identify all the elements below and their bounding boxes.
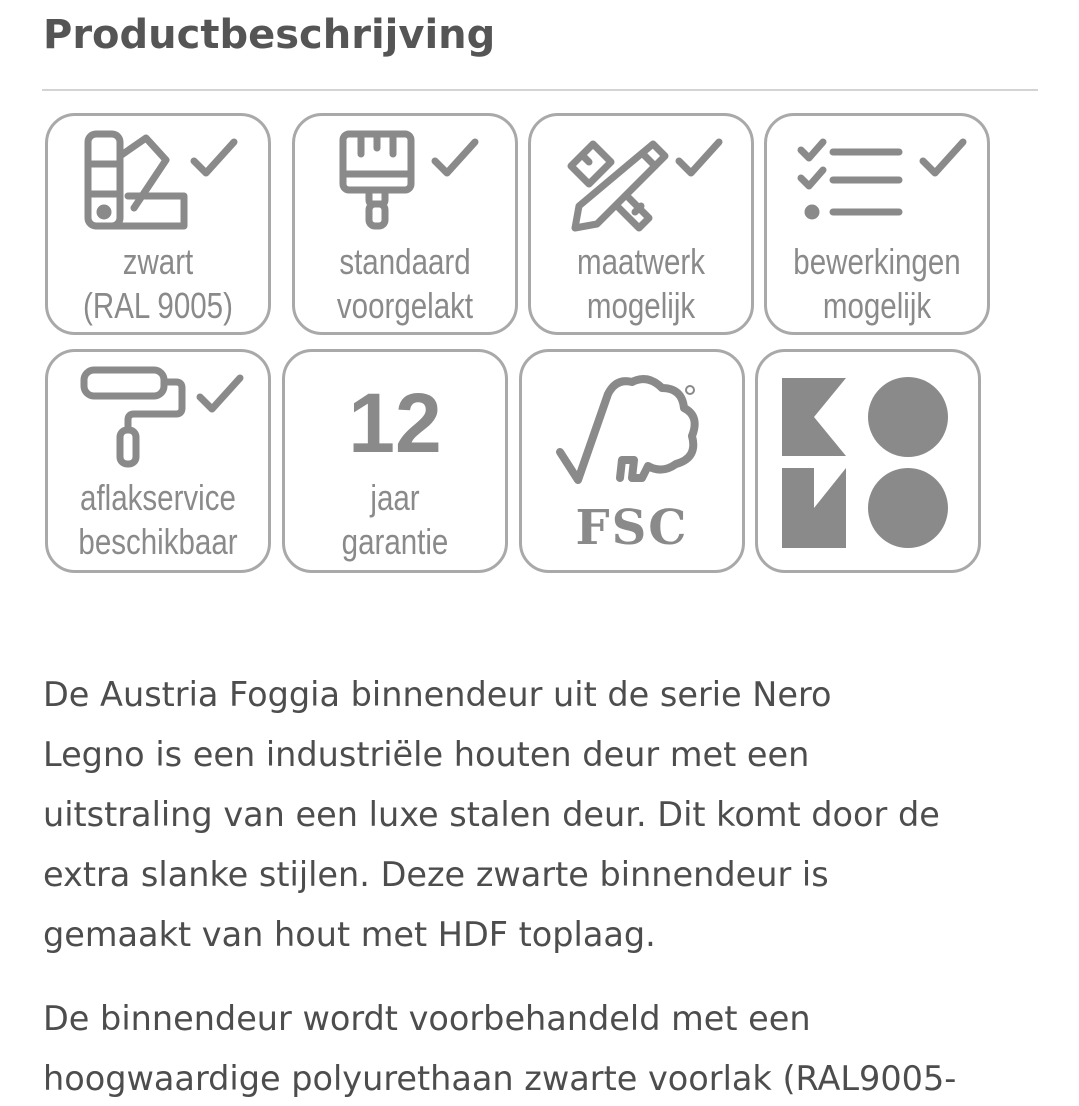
tile-caption-line: aflakservice bbox=[80, 477, 236, 518]
description-line: De Austria Foggia binnendeur uit de serie Nero bbox=[43, 675, 832, 714]
feature-tile-custom bbox=[528, 113, 754, 335]
tile-caption-line: (RAL 9005) bbox=[83, 285, 233, 326]
tile-caption-line: voorgelakt bbox=[336, 285, 474, 326]
feature-tile-warranty bbox=[282, 349, 508, 573]
feature-tile-fsc bbox=[519, 349, 745, 573]
fsc-tree-logo bbox=[522, 352, 742, 502]
checklist-check-icon bbox=[767, 116, 987, 236]
fsc-label: FSC bbox=[575, 500, 689, 556]
tile-caption-line: mogelijk bbox=[822, 285, 932, 326]
paintbrush-check-icon bbox=[295, 116, 515, 236]
color-swatch-check-icon bbox=[48, 116, 268, 236]
feature-tile-komo bbox=[755, 349, 981, 573]
description-paragraph-2 bbox=[43, 989, 1043, 1106]
tile-caption-line: standaard bbox=[339, 241, 471, 282]
feature-tile-primed bbox=[292, 113, 518, 335]
feature-tile-color bbox=[45, 113, 271, 335]
title-divider bbox=[42, 89, 1038, 91]
tile-caption-line: beschikbaar bbox=[78, 521, 238, 562]
tile-caption-line: jaar bbox=[370, 477, 420, 518]
paint-roller-check-icon bbox=[48, 352, 268, 472]
description-line: uitstraling van een luxe stalen deur. Dit komt door de bbox=[43, 795, 940, 834]
tile-caption-line: mogelijk bbox=[586, 285, 696, 326]
tile-caption-line: zwart bbox=[122, 241, 194, 282]
feature-tile-processing bbox=[764, 113, 990, 335]
komo-logo bbox=[758, 352, 978, 572]
warranty-years-number: 12 bbox=[348, 376, 442, 470]
feature-tile-paint-service bbox=[45, 349, 271, 573]
description-line: gemaakt van hout met HDF toplaag. bbox=[43, 915, 656, 954]
description-line: hoogwaardige polyurethaan zwarte voorlak (RAL9005- bbox=[43, 1059, 957, 1098]
description-paragraph-1 bbox=[43, 665, 1043, 965]
pencil-ruler-check-icon bbox=[531, 116, 751, 236]
description-line: Legno is een industriële houten deur met een bbox=[43, 735, 810, 774]
tile-caption-line: garantie bbox=[341, 521, 449, 562]
description-line: extra slanke stijlen. Deze zwarte binnendeur is bbox=[43, 855, 829, 894]
description-line: De binnendeur wordt voorbehandeld met een bbox=[43, 999, 811, 1038]
tile-caption-line: bewerkingen bbox=[793, 241, 961, 282]
page-title: Productbeschrijving bbox=[43, 12, 496, 58]
tile-caption-line: maatwerk bbox=[577, 241, 705, 282]
